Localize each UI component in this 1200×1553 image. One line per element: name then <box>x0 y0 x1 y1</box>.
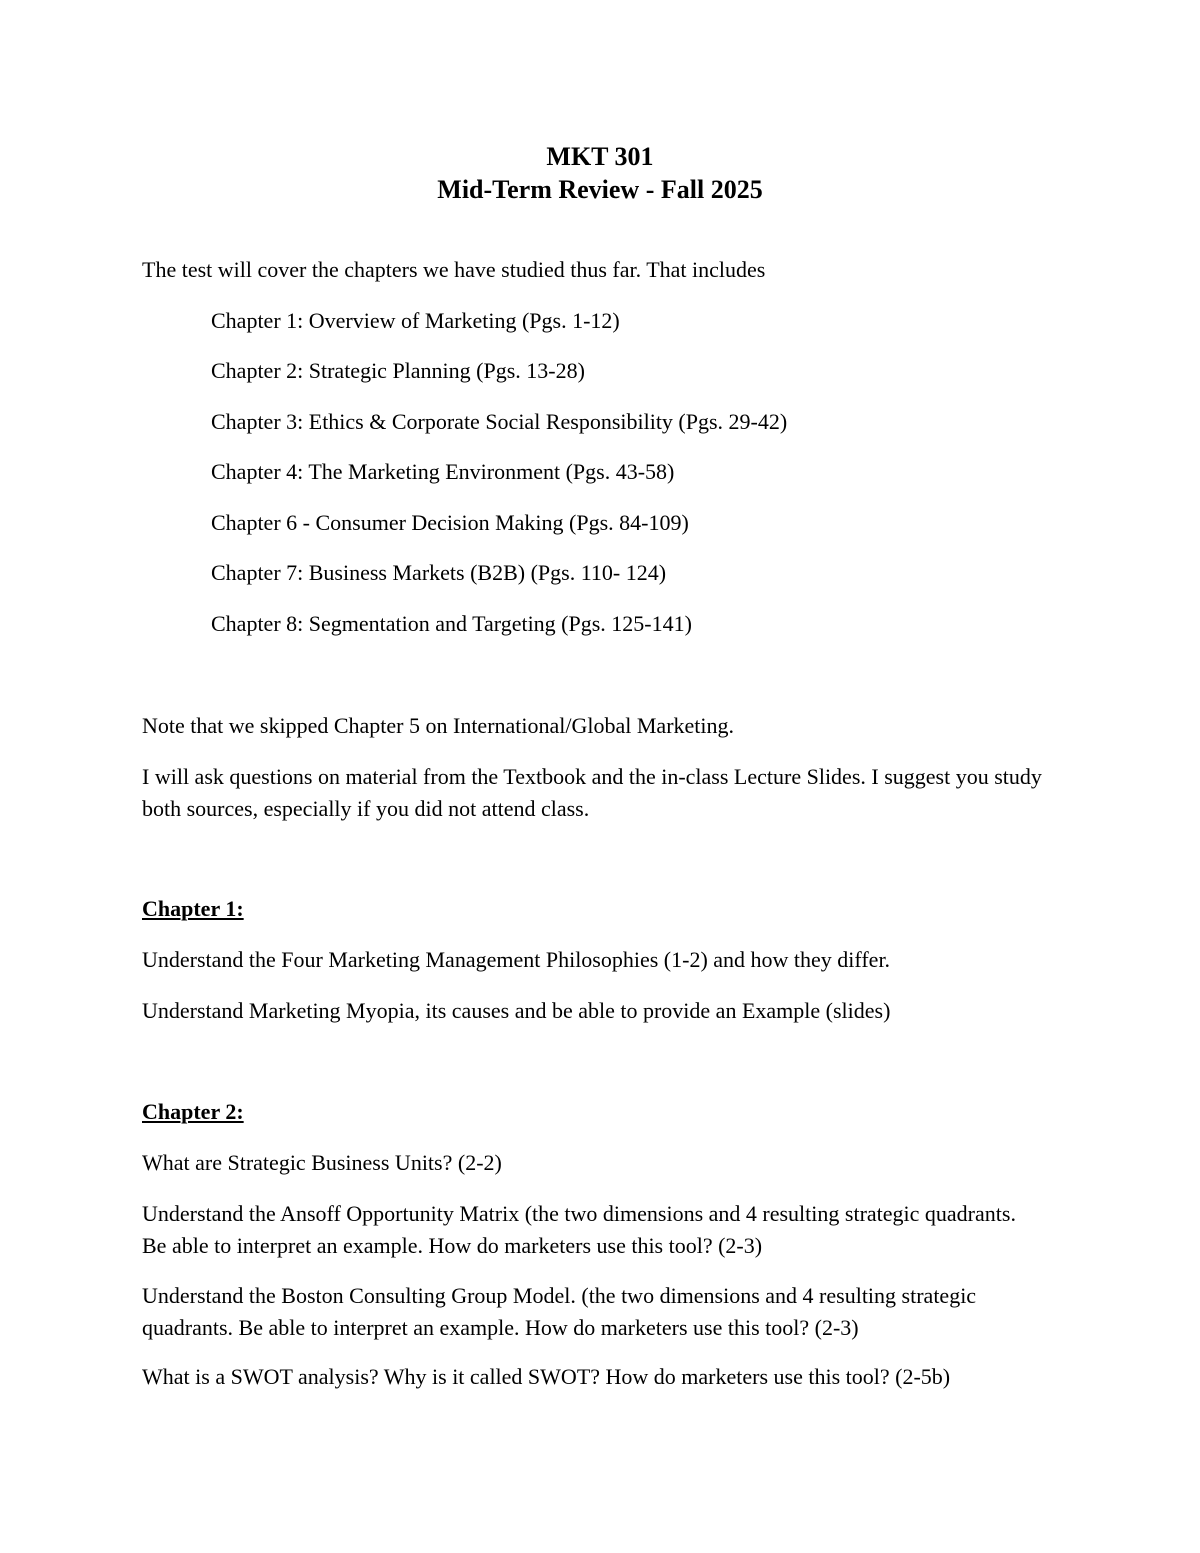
chapter-list-item: Chapter 1: Overview of Marketing (Pgs. 1-12) <box>211 308 620 333</box>
review-item: Understand the Boston Consulting Group Model. (the two dimensions and 4 resulting strategic quadrants. Be able to interpret an example. How do marketers use this tool? (2-3) <box>142 1283 977 1340</box>
chapter-list-item: Chapter 2: Strategic Planning (Pgs. 13-28) <box>211 358 585 383</box>
section-heading-chapter-2: Chapter 2: <box>142 1099 244 1124</box>
section-heading-chapter-1: Chapter 1: <box>142 896 244 921</box>
chapter-list-item: Chapter 3: Ethics & Corporate Social Responsibility (Pgs. 29-42) <box>211 409 788 434</box>
review-item: Understand the Ansoff Opportunity Matrix (the two dimensions and 4 resulting strategic quadrants. Be able to interpret an example. How do marketers use this tool? (2-3) <box>142 1201 1016 1258</box>
chapter-list-item: Chapter 6 - Consumer Decision Making (Pgs. 84-109) <box>211 510 689 535</box>
skipped-chapter-note: Note that we skipped Chapter 5 on International/Global Marketing. <box>142 713 735 738</box>
document-subtitle: Mid-Term Review - Fall 2025 <box>437 175 763 204</box>
chapter-list-item: Chapter 4: The Marketing Environment (Pgs. 43-58) <box>211 459 675 484</box>
study-advice-paragraph: I will ask questions on material from the Textbook and the in-class Lecture Slides. I suggest you study both sources, especially if you did not attend class. <box>142 764 1042 821</box>
review-item: Understand Marketing Myopia, its causes and be able to provide an Example (slides) <box>142 998 891 1023</box>
review-item: What are Strategic Business Units? (2-2) <box>142 1150 502 1175</box>
chapter-list-item: Chapter 8: Segmentation and Targeting (Pgs. 125-141) <box>211 611 692 636</box>
review-item: Understand the Four Marketing Management Philosophies (1-2) and how they differ. <box>142 947 891 972</box>
chapter-list-item: Chapter 7: Business Markets (B2B) (Pgs. 110- 124) <box>211 560 667 585</box>
intro-text: The test will cover the chapters we have studied thus far. That includes <box>142 257 766 282</box>
document-title <box>0 140 1200 206</box>
course-code: MKT 301 <box>546 142 654 171</box>
review-item: What is a SWOT analysis? Why is it called SWOT? How do marketers use this tool? (2-5b) <box>142 1364 951 1389</box>
